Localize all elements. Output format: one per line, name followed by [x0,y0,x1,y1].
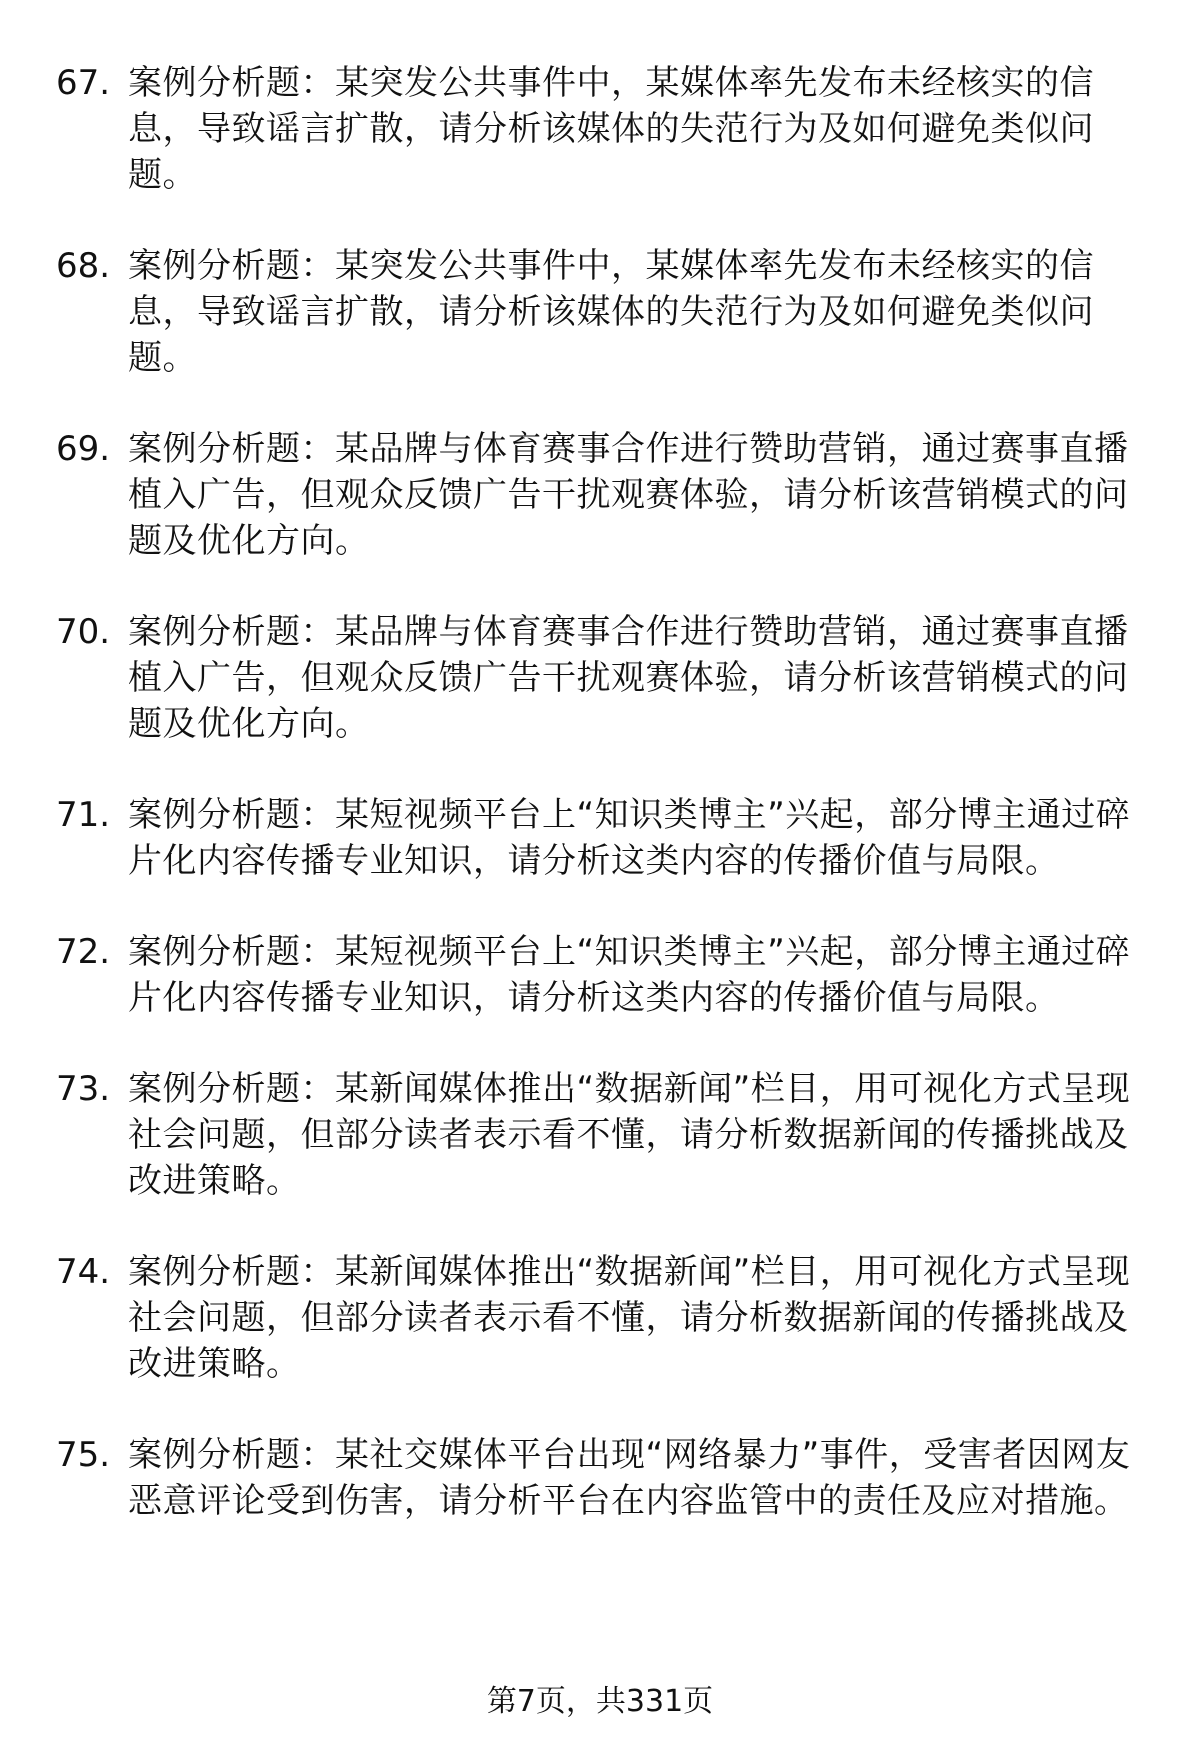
question-text: 案例分析题：某突发公共事件中，某媒体率先发布未经核实的信息，导致谣言扩散，请分析该媒体的失范行为及如何避免类似问题。 [128,63,1094,195]
question-text: 案例分析题：某短视频平台上“知识类博主”兴起，部分博主通过碎片化内容传播专业知识，请分析这类内容的传播价值与局限。 [128,795,1131,881]
question-number: 68. [56,246,111,286]
question-item [56,609,1136,747]
question-item [56,60,1136,198]
question-text: 案例分析题：某新闻媒体推出“数据新闻”栏目，用可视化方式呈现社会问题，但部分读者表示看不懂，请分析数据新闻的传播挑战及改进策略。 [128,1252,1131,1384]
question-text: 案例分析题：某品牌与体育赛事合作进行赞助营销，通过赛事直播植入广告，但观众反馈广告干扰观赛体验，请分析该营销模式的问题及优化方向。 [128,612,1129,744]
question-item [56,1432,1136,1524]
question-number: 70. [56,612,111,652]
question-text: 案例分析题：某短视频平台上“知识类博主”兴起，部分博主通过碎片化内容传播专业知识，请分析这类内容的传播价值与局限。 [128,932,1131,1018]
question-item [56,243,1136,381]
page-indicator: 第7页，共331页 [486,1684,714,1719]
question-item [56,1066,1136,1204]
question-number: 67. [56,63,111,103]
question-number: 73. [56,1069,111,1109]
question-number: 69. [56,429,111,469]
question-list [56,60,1136,1569]
question-item [56,792,1136,884]
question-item [56,929,1136,1021]
question-item [56,1249,1136,1387]
question-text: 案例分析题：某新闻媒体推出“数据新闻”栏目，用可视化方式呈现社会问题，但部分读者表示看不懂，请分析数据新闻的传播挑战及改进策略。 [128,1069,1131,1201]
question-number: 72. [56,932,111,972]
question-number: 71. [56,795,111,835]
question-item [56,426,1136,564]
question-number: 74. [56,1252,111,1292]
question-text: 案例分析题：某突发公共事件中，某媒体率先发布未经核实的信息，导致谣言扩散，请分析该媒体的失范行为及如何避免类似问题。 [128,246,1094,378]
question-number: 75. [56,1435,111,1475]
question-text: 案例分析题：某品牌与体育赛事合作进行赞助营销，通过赛事直播植入广告，但观众反馈广告干扰观赛体验，请分析该营销模式的问题及优化方向。 [128,429,1129,561]
question-text: 案例分析题：某社交媒体平台出现“网络暴力”事件，受害者因网友恶意评论受到伤害，请分析平台在内容监管中的责任及应对措施。 [128,1435,1131,1521]
